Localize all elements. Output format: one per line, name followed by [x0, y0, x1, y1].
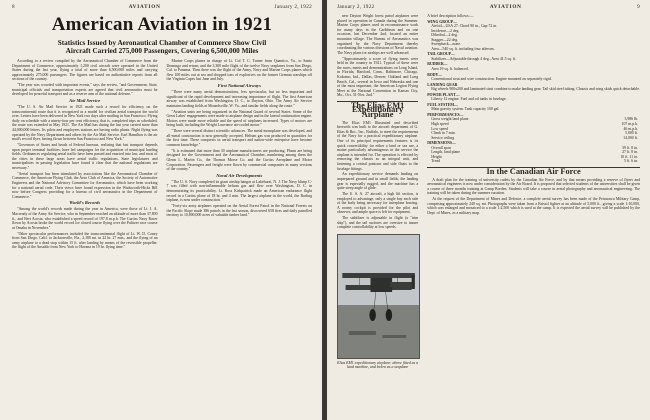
specs-intro: A brief description follows:— [427, 14, 474, 18]
spec-row [427, 136, 640, 141]
spec-value: 3,986 lb. [624, 117, 638, 122]
airplane-photo [337, 234, 420, 359]
spec-heading: LANDING GEAR [427, 82, 458, 87]
spec-row: Airfoil—USA 27. Chord 90 in., Gap 72 in. [431, 24, 498, 29]
spec-row: Big wheels 900x200 and laminated strut combine to make landing gear. Tail skid steel tubing. Chassis and wing skids quick detachable. [431, 87, 640, 92]
canadian-air-force-title: In the Canadian Air Force [486, 166, 581, 176]
paragraph: "Forty-six army airplanes operated on the Aerial Forest Patrol in the National Forests on the Pacific Slope made 386 patrols in the last season, discovered 658 fires and daily patrolled territory to 10,800,000 acres of valuable timber land." [166, 203, 312, 218]
spec-label: Gross weight land plane [431, 117, 469, 122]
spec-heading: RUDDER— [427, 62, 448, 67]
spec-label: Tread [431, 159, 441, 164]
magazine-name-right: AVIATION [489, 4, 522, 10]
photo-caption: Elias EM1 expeditionary airplane: above fitted as a land machine, and below as a seaplane [337, 360, 419, 370]
paragraph: "Aerial transport has been stimulated by associations like the Aeronautical Chamber of Commerce, the American Flying Club, the Aero Club of America, the Society of Automotive Engineers and the National Advisory Committee for Aeronautics, which have been working for a national aerial code. Their views have found expression in the Wadsworth-Hicks Bill now before Congress providing for a bureau of civil aeronautics in the Department of Commerce." [12, 171, 158, 199]
page-number-right: 9 [637, 4, 640, 10]
spec-heading: TAIL GROUP— [427, 52, 455, 57]
running-head-left [12, 4, 312, 10]
spec-row: Incidence—2 deg. [431, 28, 460, 33]
page-number-left: 8 [12, 4, 15, 10]
spec-row: Conventional strut and wire construction. Engine mounted on separately rigid. [431, 77, 552, 82]
article-title: American Aviation in 1921 [51, 14, 273, 35]
paragraph: "Among the world's records made during the year in America, were those of Lt. J. A. Macready of the Army Air Service, who in September reached an altitude of more than 37,800 ft., and Bert Acosta, who established a speed record of 197.8 m.p.h. The Curtiss Navy Racer flown by Acosta broke the world record for closed course flying over the Pulitzer race course at Omaha in November." [12, 207, 158, 230]
spec-value: 107 m.p.h. [621, 122, 638, 127]
spec-label: Low speed [431, 126, 448, 131]
spec-value: 10 ft. 11 in. [620, 154, 638, 159]
spec-label: Overall span [431, 145, 451, 150]
paragraph: At the request of the Department of Mines and Defence, a complete aerial survey has been made of the Petawawa Military Camp, comprising approximately 240 sq. mi. Photographs were taken from a Bristol fighter at an altitude of 5,000 ft., giving a scale 1:10,000, which was enlarged and mosaiced to a scale 1:2,500 which is used at the camp. It is expected the aerial survey will be published by the Dept. of Mines, as a military map. [427, 197, 640, 215]
spec-row: Main gravity system. Tank capacity 100 gal. [431, 107, 500, 112]
spec-heading: POWER PLANT— [427, 92, 460, 97]
spec-heading: FUEL SYSTEM— [427, 102, 458, 107]
article-column-1 [12, 59, 158, 251]
paragraph: "Other spectacular performances included the transcontinental flight of Lt. W. D. Coney from San Diego, Calif. to Jacksonville, Fla., 2,180 mi. in 22 hr. 27 min., and the flying of an army airplane to a dead stop within 15 ft. after landing by means of the reversible propeller, the flight of the Ansaldo from New York to Havana in 19 hr. flying time." [12, 231, 158, 250]
elias-specifications [427, 14, 640, 164]
paragraph: Marine Corps planes in charge of Lt. Col T. C. Turner from Quantico, Va., to Santo Domingo and return; and the 3,300 mile flight of the twelve Navy seaplanes from San Diego, Cal. to Panama. Then there was the flight of the Army, Navy and Marine Corps planes which flew 100 miles out at sea and dropped tons of explosives on the former German warships off the Virginia Capes last June and July. [166, 59, 312, 82]
spec-value: 46 m.p.h. [623, 126, 638, 131]
spec-label: Service ceiling [431, 135, 455, 140]
paragraph: "Approximately a score of flying meets were held in the country in 1921. Typical of these were the races, meets and demonstrations on Long Island, in Florida, Hartford, Conn., Baltimore, Chicago, Kokomo, Ind., Dallas, Denver, Oakland and Long Beach, Cal., several in Iowa and Nebraska and one of the most important, the American Legion Flying Meet at the National Convention in Kansas City, Mo., Oct. 31-Nov. 2nd." [337, 56, 419, 98]
paragraph: "The U. S. Navy completed its giant airship hangar at Lakehurst, N. J. The Navy blimp C-7 was filled with non-inflammable helium gas and flew over Washington, D. C. in demonstrating its practicability. Lt. Ross Kirkpatrick made an American endurance flight record in a Curtiss plane of 18 hr. and 4 min. The largest airplane in the world, the Barling triplane, is now under construction." [166, 179, 312, 203]
right-columns [337, 14, 640, 370]
spec-value: 39 ft. 8 in. [622, 145, 638, 150]
right-page [327, 0, 650, 420]
spec-value: 5,000 ft. [625, 131, 638, 136]
section-heading: Naval Air Developments [216, 172, 263, 178]
canadian-air-force-text [427, 178, 640, 216]
paragraph: The stabilizer is adjustable in flight (a "trim ship"), and the tail surfaces are oversize to insure complete controllability at low speeds. [337, 216, 419, 230]
right-column-2 [427, 14, 640, 370]
spec-value: 27 ft. 8 in. [622, 150, 638, 155]
paragraph: "There were several distinct scientific advances. The metal monoplane was developed, and all-metal construction is now generally accepted. Helium gas was produced in quantities for the first time. These conquests in aerial transport and nation-wide enterprise have become common knowledge." [166, 129, 312, 147]
spec-row: Area 19 sq. ft. balanced. [431, 67, 469, 72]
spec-heading: PERFORMANCES— [427, 112, 464, 117]
paragraph: The U. S. A. 27 aircraft, a high lift section, is employed to advantage, only a single bay each side of the body being necessary for interplane bracing. A roomy cockpit is provided for the pilot and observer, and ample space is left for equipment. [337, 191, 419, 215]
spec-row: Area—540 sq. ft. including four ailerons. [431, 46, 495, 51]
section-heading: First National Airways [217, 82, 261, 88]
elias-article-text [337, 121, 418, 230]
article-column-2 [167, 59, 313, 251]
paragraph: "There were many aerial demonstrations, less spectacular, but no less important and significant of the rapid development and increasing importance of flight. The first American airway was established from Washington, D. C., to Dayton, Ohio. The Army Air Service maintains landing fields at Moundsville, W. Va., and similar fields along the route." [166, 90, 312, 108]
spec-value: 5 ft. 6 in. [624, 159, 638, 164]
spec-label: Height [431, 154, 442, 159]
paragraph: A draft plan for the training of university cadets by the Canadian Air Force, and by that means providing a reserve of flyers and aeronautical engineers is now under consideration by the Air Board. It is proposed that selected students of the universities shall be given a course of three months training at Camp Borden. Students will take a course in aerial photography and aeronautical engineering. The training will be taken during the summer vacation. [427, 177, 640, 196]
issue-date-left: January 2, 1922 [274, 4, 312, 10]
spec-heading: BODY— [427, 72, 443, 77]
right-column-1 [337, 14, 418, 370]
paragraph: The Elias EM1 Illustrated and described herewith was built to the aircraft department of G. Elias & Bro., Inc., Buffalo, to meet the requirements of the Navy for a practical expeditionary airplane. One of its principal requirements features is its quick convertibility for either a land or sea use, a matter particularly advantageous in the service the airplane is intended for. The operation is effected by removing the chassis as an integral unit, and fastening a central pontoon and side floats to the fuselage fittings. [337, 120, 419, 171]
paragraph: According to a review compiled by the Aeronautical Chamber of Commerce from the Department of Commerce, approximately 1,200 civil aircraft were operated in the United States during the last year, flying a total of more than 6,500,000 miles and carrying approximately 275,000 passengers. The figures are based on authoritative reports from all sections of the country. [12, 59, 158, 82]
spec-row [427, 159, 640, 164]
spec-row: Stagger—22 deg. [431, 37, 459, 42]
running-head-right [337, 4, 640, 10]
spec-row: Sweepback—none. [431, 42, 461, 47]
magazine-name-left: AVIATION [128, 4, 161, 10]
section-heading: Air Mail Service [69, 97, 101, 103]
issue-date-right: January 2, 1922 [337, 4, 375, 10]
left-page [0, 0, 322, 420]
paragraph: An expeditionary service demands landing on unprepared ground and in small fields, the landing gear is especially rugged, and the machine has a quite steep angle of glide. [337, 172, 419, 191]
spec-label: Climb in 7 min. [431, 131, 456, 136]
article-subtitle-line-2: Aircraft Carried 275,000 Passengers, Covering 6,500,000 Miles [65, 47, 259, 55]
paragraph: "Aviation units are being organized in the National Guard of several States. Some of the Great Lakes' engagements were made to airplane design and in the lateral continuation engine. Motors were made more reliable and the speed of airplanes increased. Types of motors are being built, including the Wright Lawrance air-cooled motor." [166, 109, 312, 128]
paragraph: "The U. S. Air Mail Service in 1921 made such a record for efficiency on the transcontinental route that it is recognized as a model for civilian aerial transport the world over. Letters have been delivered in New York two days after mailing in San Francisco. Flying daily on schedule with a ninety-four per cent efficiency, that is, completed trips as scheduled, the route was extended in May 1921. The Air Mail has during the last year carried more than 44,000,000 letters. Its pilots and employees stations are having radio plants. Night flying was operated by the Navy Department and others by the Air Mail Service. Earl Hamilton is the air mail's record flyer, having flown between San Francisco and New York." [12, 105, 158, 142]
spec-value: 14,000 ft. [623, 135, 638, 140]
spec-heading: DIMENSIONS— [427, 141, 456, 146]
section-heading: World's Records [69, 200, 101, 206]
continued-article-text [337, 14, 418, 98]
elias-article-title: The Elias EM1 Expeditionary Airplane [350, 100, 405, 120]
spec-label: Length, land plane [431, 150, 460, 155]
paragraph: "Governors of States and heads of Federal bureaus, realizing that fast transport depends upon proper terminal facilities, have led campaigns for the acquisition of municipal landing fields. Ordinances regulating aerial traffic have been passed and enacted into law, and most of the cities in these large areas have aerial traffic regulations. State legislatures and municipalities in passing legislation have found it clear that the national regulations are necessary." [12, 142, 158, 170]
spec-row: Liberty 12 engine. Fuel and oil tanks in fuselage. [431, 97, 507, 102]
spec-row: Dihedral—2 deg. [431, 33, 458, 38]
paragraph: new Dayton Wright forest patrol airplanes were placed in operation in Canada during the Summer. Marine Corps planes used in reconnaissance work for many days in the Caribbean and on one occasion, last December 2nd, located an entire mountain village. The Bureau of Aeronautics was organized by the Navy Department thereby coordinating the various divisions of Naval aviation. The Navy plans for airships are well advanced. [337, 14, 419, 55]
paragraph: "It is estimated that more than 30 airplane manufacturers are producing. Plants are being designed for the Government and the Aeronautical Chamber, numbering among them the Glenn L. Martin Co., the Thomas Morse Co. and the Curtiss Aeroplane and Motor Corporation. Passengers and freight were flown by commercial companies in many sections of the country." [166, 148, 312, 172]
paragraph: "The year was crowded with important events," says the review, "and Government, State, municipal officials and transportation experts are agreed that civil aeronautics must be developed for peaceful transport and as a reserve arm of the national defense." [12, 83, 158, 97]
spec-label: High speed [431, 122, 449, 127]
article-subtitle-line-1: Statistics Issued by Aeronautical Chamber of Commerce Show Civil [57, 39, 267, 47]
spec-row: Stabilizer—Adjustable through 4 deg., Area 41.5 sq. ft. [431, 56, 517, 61]
airplane-photo-graphic [338, 235, 419, 358]
spec-heading: WING GROUP— [427, 19, 457, 24]
article-columns [12, 59, 312, 251]
